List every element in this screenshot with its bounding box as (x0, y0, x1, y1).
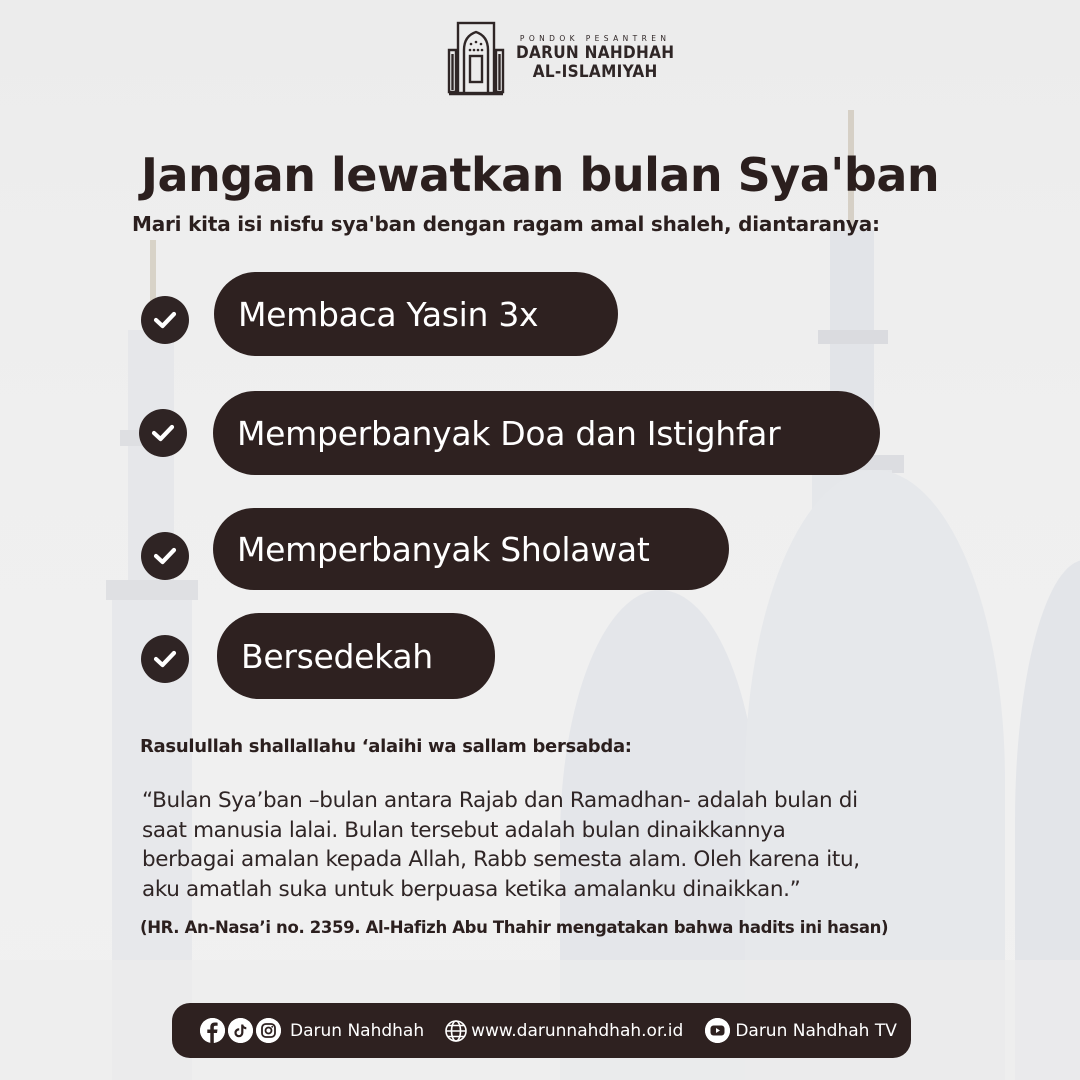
logo (446, 20, 674, 96)
tiktok-icon[interactable] (228, 1018, 253, 1043)
footer-bar (172, 1003, 911, 1058)
amal-pill: Memperbanyak Sholawat (213, 508, 729, 590)
youtube-link[interactable] (705, 1018, 897, 1043)
check-circle-icon (141, 296, 189, 344)
hadith-intro: Rasulullah shallallahu ‘alaihi wa sallam bersabda: (140, 736, 632, 757)
globe-icon (444, 1019, 468, 1043)
check-circle-icon (141, 532, 189, 580)
list-item (139, 409, 187, 457)
facebook-icon[interactable] (200, 1018, 225, 1043)
hadith-line: aku amatlah suka untuk berpuasa ketika amalanku dinaikkan.” (142, 876, 801, 902)
social-label: Darun Nahdhah (290, 1020, 425, 1041)
hadith-line: “Bulan Sya’ban –bulan antara Rajab dan Ramadhan- adalah bulan di (142, 788, 858, 813)
amal-pill: Membaca Yasin 3x (214, 272, 618, 356)
check-circle-icon (141, 635, 189, 683)
mosque-gate-logo-icon (446, 20, 506, 96)
page-title: Jangan lewatkan bulan Sya'ban (140, 148, 940, 202)
logo-name-line1: DARUN NAHDHAH (516, 43, 675, 63)
page-subtitle: Mari kita isi nisfu sya'ban dengan ragam amal shaleh, diantaranya: (132, 212, 880, 236)
hadith-line: saat manusia lalai. Bulan tersebut adalah bulan dinaikkannya (142, 817, 786, 843)
website-link[interactable] (444, 1019, 683, 1043)
website-label: www.darunnahdhah.or.id (471, 1020, 684, 1041)
hadith-line: berbagai amalan kepada Allah, Rabb semesta alam. Oleh karena itu, (142, 847, 860, 872)
hadith-source: (HR. An-Nasa’i no. 2359. Al-Hafizh Abu Thahir mengatakan bahwa hadits ini hasan) (140, 918, 889, 937)
list-item (141, 635, 189, 683)
amal-pill: Memperbanyak Doa dan Istighfar (213, 391, 880, 475)
logo-name-line2: AL-ISLAMIYAH (532, 62, 658, 82)
youtube-icon (705, 1018, 730, 1043)
check-circle-icon (139, 409, 187, 457)
hadith-text (142, 786, 1002, 904)
amal-pill: Bersedekah (217, 613, 495, 699)
list-item (141, 532, 189, 580)
youtube-label: Darun Nahdhah TV (735, 1020, 897, 1041)
social-group[interactable] (200, 1018, 424, 1043)
logo-subtitle: PONDOK PESANTREN (519, 34, 671, 43)
list-item (141, 296, 189, 344)
instagram-icon[interactable] (256, 1018, 281, 1043)
